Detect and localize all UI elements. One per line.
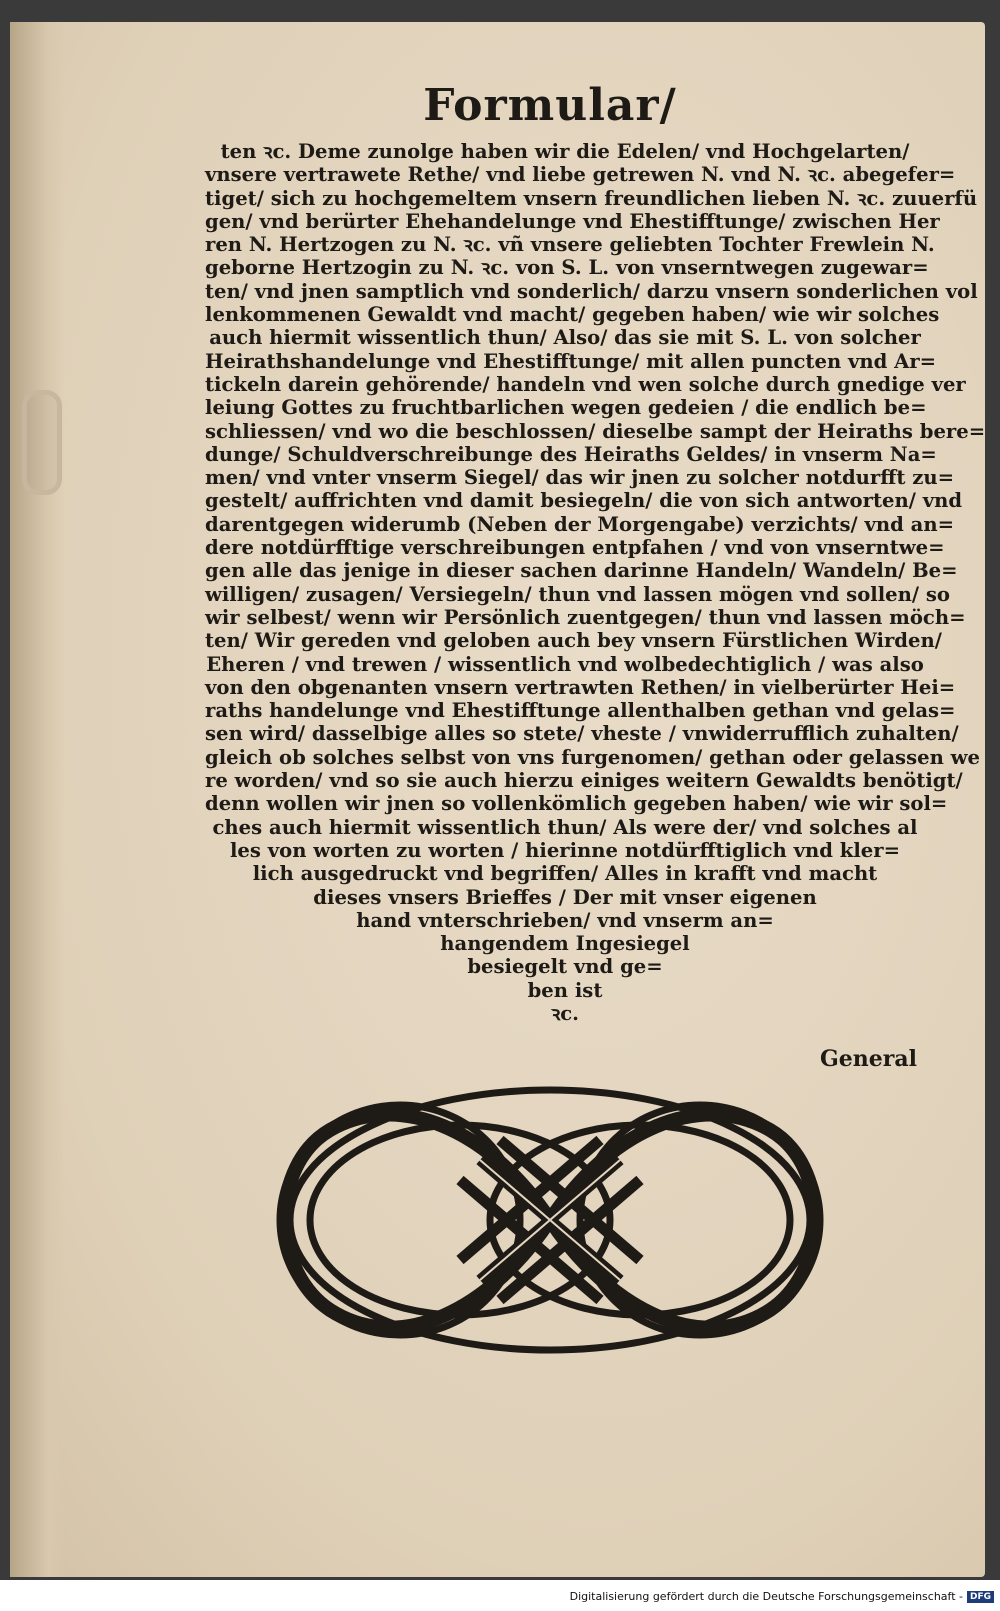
paper-clip-mark bbox=[22, 390, 62, 495]
text-line: men/ vnd vnter vnserm Siegel/ das wir jnen zu solcher notdurfft zu= bbox=[205, 466, 954, 490]
text-line: dunge/ Schuldverschreibunge des Heiraths Geldes/ in vnserm Na= bbox=[205, 442, 937, 466]
text-line: raths handelunge vnd Ehestifftunge allenthalben gethan vnd gelas= bbox=[205, 699, 956, 723]
text-line: ten ꝛc. Deme zunolge haben wir die Edelen/ vnd Hochgelarten/ bbox=[220, 140, 910, 163]
text-line: geborne Hertzogin zu N. ꝛc. von S. L. von vnserntwegen zugewar= bbox=[205, 256, 929, 280]
body-text bbox=[205, 140, 986, 1025]
text-line: leiung Gottes zu fruchtbarlichen wegen gedeien / die endlich be= bbox=[205, 396, 927, 420]
page-header: Formular/ bbox=[423, 80, 677, 131]
text-line: vnsere vertrawete Rethe/ vnd liebe getrewen N. vnd N. ꝛc. abegefer= bbox=[205, 163, 956, 187]
text-line: tiget/ sich zu hochgemeltem vnsern freundlichen lieben N. ꝛc. zuuerfü bbox=[205, 186, 978, 210]
text-line: ten/ Wir gereden vnd geloben auch bey vnsern Fürstlichen Wirden/ bbox=[205, 629, 942, 653]
catchword: General bbox=[820, 1046, 917, 1072]
text-line: hangendem Ingesiegel bbox=[440, 932, 690, 956]
text-line: willigen/ zusagen/ Versiegeln/ thun vnd lassen mögen vnd sollen/ so bbox=[205, 582, 950, 606]
text-line: ten/ vnd jnen samptlich vnd sonderlich/ darzu vnsern sonderlichen vol bbox=[205, 279, 978, 303]
text-line: schliessen/ vnd wo die beschlossen/ dieselbe sampt der Heiraths bere= bbox=[205, 419, 986, 443]
text-line: dere notdürfftige verschreibungen entpfahen / vnd von vnserntwe= bbox=[205, 536, 945, 560]
text-line: darentgegen widerumb (Neben der Morgengabe) verzichts/ vnd an= bbox=[205, 512, 955, 536]
dfg-logo-icon: DFG bbox=[967, 1591, 994, 1603]
text-line: sen wird/ dasselbige alles so stete/ vheste / vnwiderrufflich zuhalten/ bbox=[205, 722, 959, 746]
text-line: gen alle das jenige in dieser sachen darinne Handeln/ Wandeln/ Be= bbox=[205, 559, 958, 583]
text-line: ben ist bbox=[527, 978, 603, 1002]
text-line: ren N. Hertzogen zu N. ꝛc. vñ vnsere geliebten Tochter Frewlein N. bbox=[205, 233, 935, 257]
text-line: gleich ob solches selbst von vns furgenomen/ gethan oder gelassen we bbox=[205, 745, 980, 769]
text-line: wir selbest/ wenn wir Persönlich zuentgegen/ thun vnd lassen möch= bbox=[205, 605, 966, 629]
text-line: Eheren / vnd trewen / wissentlich vnd wolbedechtiglich / was also bbox=[206, 652, 924, 676]
text-line: lenkommenen Gewaldt vnd macht/ gegeben haben/ wie wir solches bbox=[205, 303, 940, 327]
knot-ornament bbox=[260, 1070, 840, 1370]
footer bbox=[570, 1590, 994, 1603]
text-line: denn wollen wir jnen so vollenkömlich gegeben haben/ wie wir sol= bbox=[205, 792, 948, 816]
text-line: gestelt/ auffrichten vnd damit besiegeln/ die von sich antworten/ vnd bbox=[205, 489, 963, 513]
text-line: lich ausgedruckt vnd begriffen/ Alles in krafft vnd macht bbox=[252, 862, 878, 886]
page-gutter bbox=[10, 22, 65, 1577]
text-line: les von worten zu worten / hierinne notdürfftiglich vnd kler= bbox=[229, 838, 900, 862]
text-line: hand vnterschrieben/ vnd vnserm an= bbox=[356, 908, 774, 932]
text-line: tickeln darein gehörende/ handeln vnd wen solche durch gnedige ver bbox=[205, 372, 966, 396]
text-line: ches auch hiermit wissentlich thun/ Als were der/ vnd solches al bbox=[212, 815, 918, 839]
text-line: auch hiermit wissentlich thun/ Also/ das sie mit S. L. von solcher bbox=[209, 326, 921, 350]
text-line: dieses vnsers Brieffes / Der mit vnser eigenen bbox=[313, 885, 817, 909]
text-line: re worden/ vnd so sie auch hierzu einiges weitern Gewaldts benötigt/ bbox=[205, 769, 963, 793]
text-line: von den obgenanten vnsern vertrawten Rethen/ in vielberürter Hei= bbox=[205, 675, 956, 699]
text-line: gen/ vnd berürter Ehehandelunge vnd Ehestifftunge/ zwischen Her bbox=[205, 209, 940, 233]
footer-credit: Digitalisierung gefördert durch die Deutsche Forschungsgemeinschaft - bbox=[569, 1590, 963, 1603]
text-line: ꝛc. bbox=[550, 1001, 580, 1025]
text-line: besiegelt vnd ge= bbox=[467, 955, 663, 979]
text-line: Heirathshandelunge vnd Ehestifftunge/ mit allen puncten vnd Ar= bbox=[205, 349, 937, 373]
